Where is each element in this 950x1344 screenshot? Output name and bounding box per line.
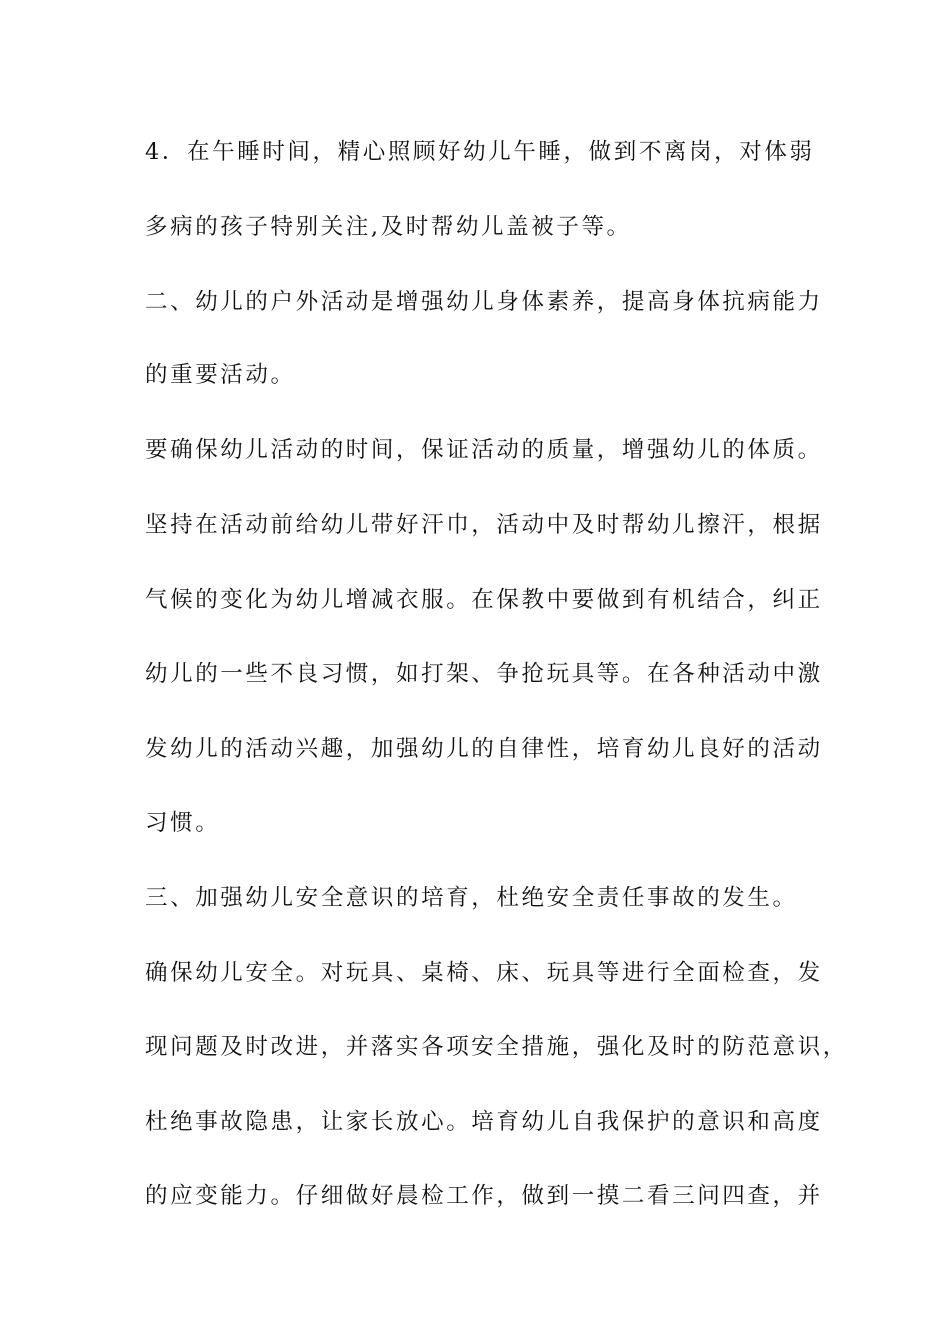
text-line: 的重要活动。 — [145, 362, 296, 388]
text-line: 多病的孩子特别关注,及时帮幼儿盖被子等。 — [145, 214, 632, 240]
text-line: 的应变能力。仔细做好晨检工作，做到一摸二看三问四查，并 — [145, 1183, 823, 1209]
text-line: 三、加强幼儿安全意识的培育，杜绝安全责任事故的发生。 — [145, 885, 798, 911]
text-line: 现问题及时改进，并落实各项安全措施，强化及时的防范意识， — [145, 1034, 848, 1060]
text-line: 发幼儿的活动兴趣，加强幼儿的自律性，培育幼儿良好的活动 — [145, 736, 823, 762]
text-line: 幼儿的一些不良习惯，如打架、争抢玩具等。在各种活动中激 — [145, 661, 823, 687]
text-line: 要确保幼儿活动的时间，保证活动的质量，增强幼儿的体质。 — [145, 437, 823, 463]
text-line: 二、幼儿的户外活动是增强幼儿身体素养，提高身体抗病能力 — [145, 289, 823, 315]
text-line: 坚持在活动前给幼儿带好汗巾，活动中及时帮幼儿擦汗，根据 — [145, 512, 823, 538]
text-line: 习惯。 — [145, 810, 221, 836]
text-line: 杜绝事故隐患，让家长放心。培育幼儿自我保护的意识和高度 — [145, 1109, 823, 1135]
text-line: 4．在午睡时间，精心照顾好幼儿午睡，做到不离岗，对体弱 — [145, 139, 815, 165]
text-line: 气候的变化为幼儿增减衣服。在保教中要做到有机结合，纠正 — [145, 587, 823, 613]
text-line: 确保幼儿安全。对玩具、桌椅、床、玩具等进行全面检查，发 — [145, 960, 823, 986]
